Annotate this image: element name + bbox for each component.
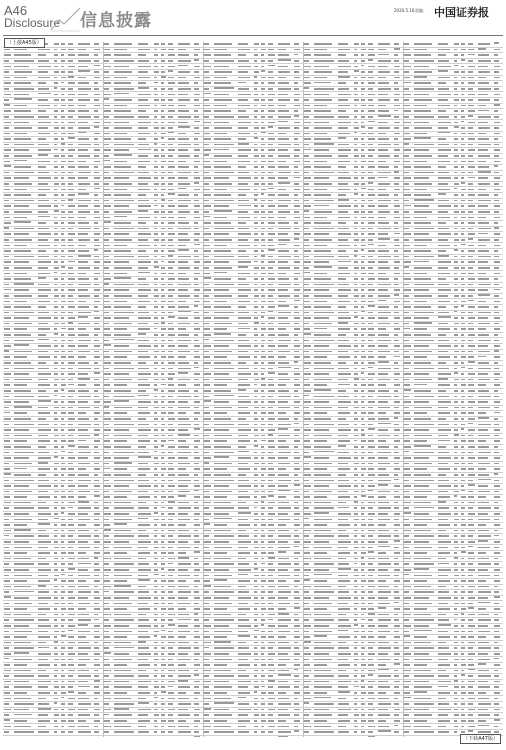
table-row (103, 736, 203, 737)
page-header (0, 0, 506, 36)
page-number: A46 (4, 3, 28, 18)
continued-to-label: （下转A47版） (460, 734, 501, 744)
table-column (303, 42, 404, 737)
table-column (203, 42, 304, 737)
section-title-cn: 信息披露 (80, 11, 152, 31)
trend-line-icon (50, 6, 82, 32)
editor-label: 责编： (415, 8, 427, 13)
table-column (103, 42, 204, 737)
table-row (303, 736, 403, 737)
issue-date: 2020.5.16 (394, 8, 415, 13)
table-column (3, 42, 104, 737)
table-row (3, 736, 103, 737)
continued-from-label: （上接A45版） (4, 38, 45, 48)
section-title-en: Disclosure (4, 16, 61, 30)
disclosure-table-area (3, 42, 503, 737)
header-divider (3, 35, 503, 36)
table-row (203, 736, 303, 737)
table-column (403, 42, 503, 737)
newspaper-logo: 中国证券报 (434, 6, 489, 19)
